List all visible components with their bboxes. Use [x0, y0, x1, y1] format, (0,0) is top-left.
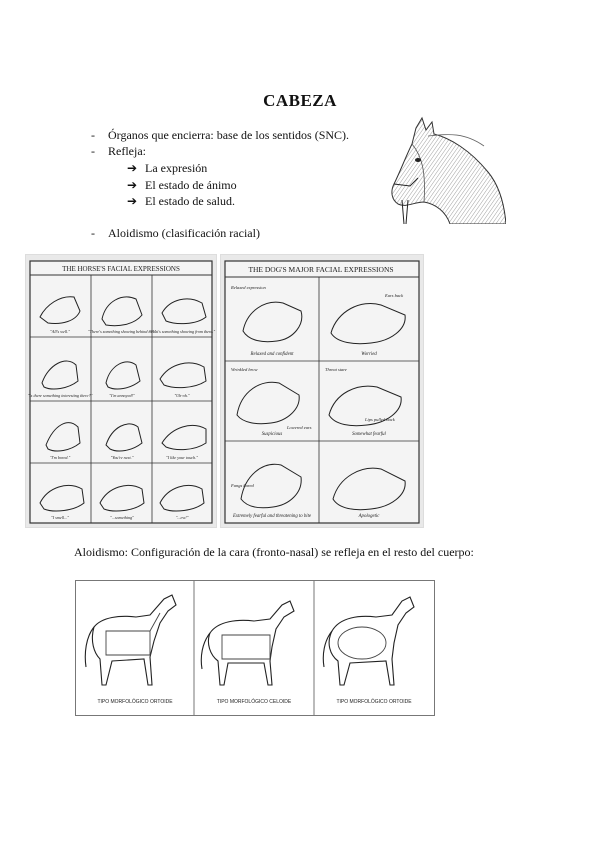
horse-caption: "That's something showing from there." [148, 329, 216, 334]
horse-caption: "Uh-oh." [174, 393, 190, 398]
bullet-aloidismo: Aloidismo (clasificación racial) [108, 226, 260, 240]
dog-label: Lowered ears [287, 425, 312, 430]
dog-label: Fangs bared [231, 483, 254, 488]
sub-item-estado-animo: El estado de ánimo [145, 178, 237, 192]
horse-caption: "...something" [110, 515, 134, 520]
arrow-icon: ➔ [127, 161, 138, 175]
horse-caption: "I'm annoyed!" [109, 393, 135, 398]
horse-caption: "I smell..." [51, 515, 69, 520]
dog-label: Relaxed expression [231, 285, 266, 290]
horse-caption: "There's something showing behind me." [87, 329, 157, 334]
dog-panel-title: THE DOG'S MAJOR FACIAL EXPRESSIONS [248, 265, 394, 274]
dog-label: Lips pulled back [365, 417, 395, 422]
horse-panel-title: THE HORSE'S FACIAL EXPRESSIONS [62, 265, 180, 273]
dog-label: Ears back [385, 293, 404, 298]
horse-caption: "I'm bored." [49, 455, 71, 460]
horse-caption: "All's well." [50, 329, 70, 334]
bullet-dash: - [91, 128, 95, 142]
bullet-dash: - [91, 226, 95, 240]
dog-label: Wrinkled brow [231, 367, 258, 372]
bullet-organos: Órganos que encierra: base de los sentidos (SNC). [108, 128, 350, 142]
arrow-icon: ➔ [127, 178, 138, 192]
horse-expressions-chart [25, 254, 217, 528]
horse-caption: "You're next." [110, 455, 134, 460]
dog-label: Threat stare [325, 367, 347, 372]
morph-label-ortoide: TIPO MORFOLÓGICO ORTOIDE [97, 699, 173, 705]
bullet-dash: - [91, 144, 95, 158]
horse-caption: "Is there something interesting there?" [27, 393, 93, 398]
arrow-icon: ➔ [127, 194, 138, 208]
page-title: CABEZA [263, 91, 337, 110]
dog-caption: Relaxed and confident [250, 352, 294, 357]
morph-label-celoide: TIPO MORFOLÓGICO CELOIDE [216, 699, 292, 705]
sub-item-expresion: La expresión [145, 161, 208, 175]
horse-head-illustration [388, 116, 506, 224]
bullet-refleja: Refleja: [108, 144, 146, 158]
horse-caption: "I like your touch." [165, 455, 199, 460]
morph-label-ortoide-2: TIPO MORFOLÓGICO ORTOIDE [336, 699, 412, 705]
dog-caption: Somewhat fearful [352, 432, 386, 437]
dog-caption: Apologetic [358, 514, 380, 519]
dog-caption: Worried [361, 352, 377, 357]
horse-caption: "...ew!" [175, 515, 189, 520]
morphology-figure [75, 580, 435, 716]
dog-caption: Extremely fearful and threatening to bite [232, 514, 312, 519]
dog-caption: Suspicious [261, 432, 283, 437]
aloidismo-caption: Aloidismo: Configuración de la cara (fronto-nasal) se refleja en el resto del cuerpo: [74, 545, 474, 559]
dog-expressions-chart [220, 254, 424, 528]
sub-item-estado-salud: El estado de salud. [145, 194, 235, 208]
